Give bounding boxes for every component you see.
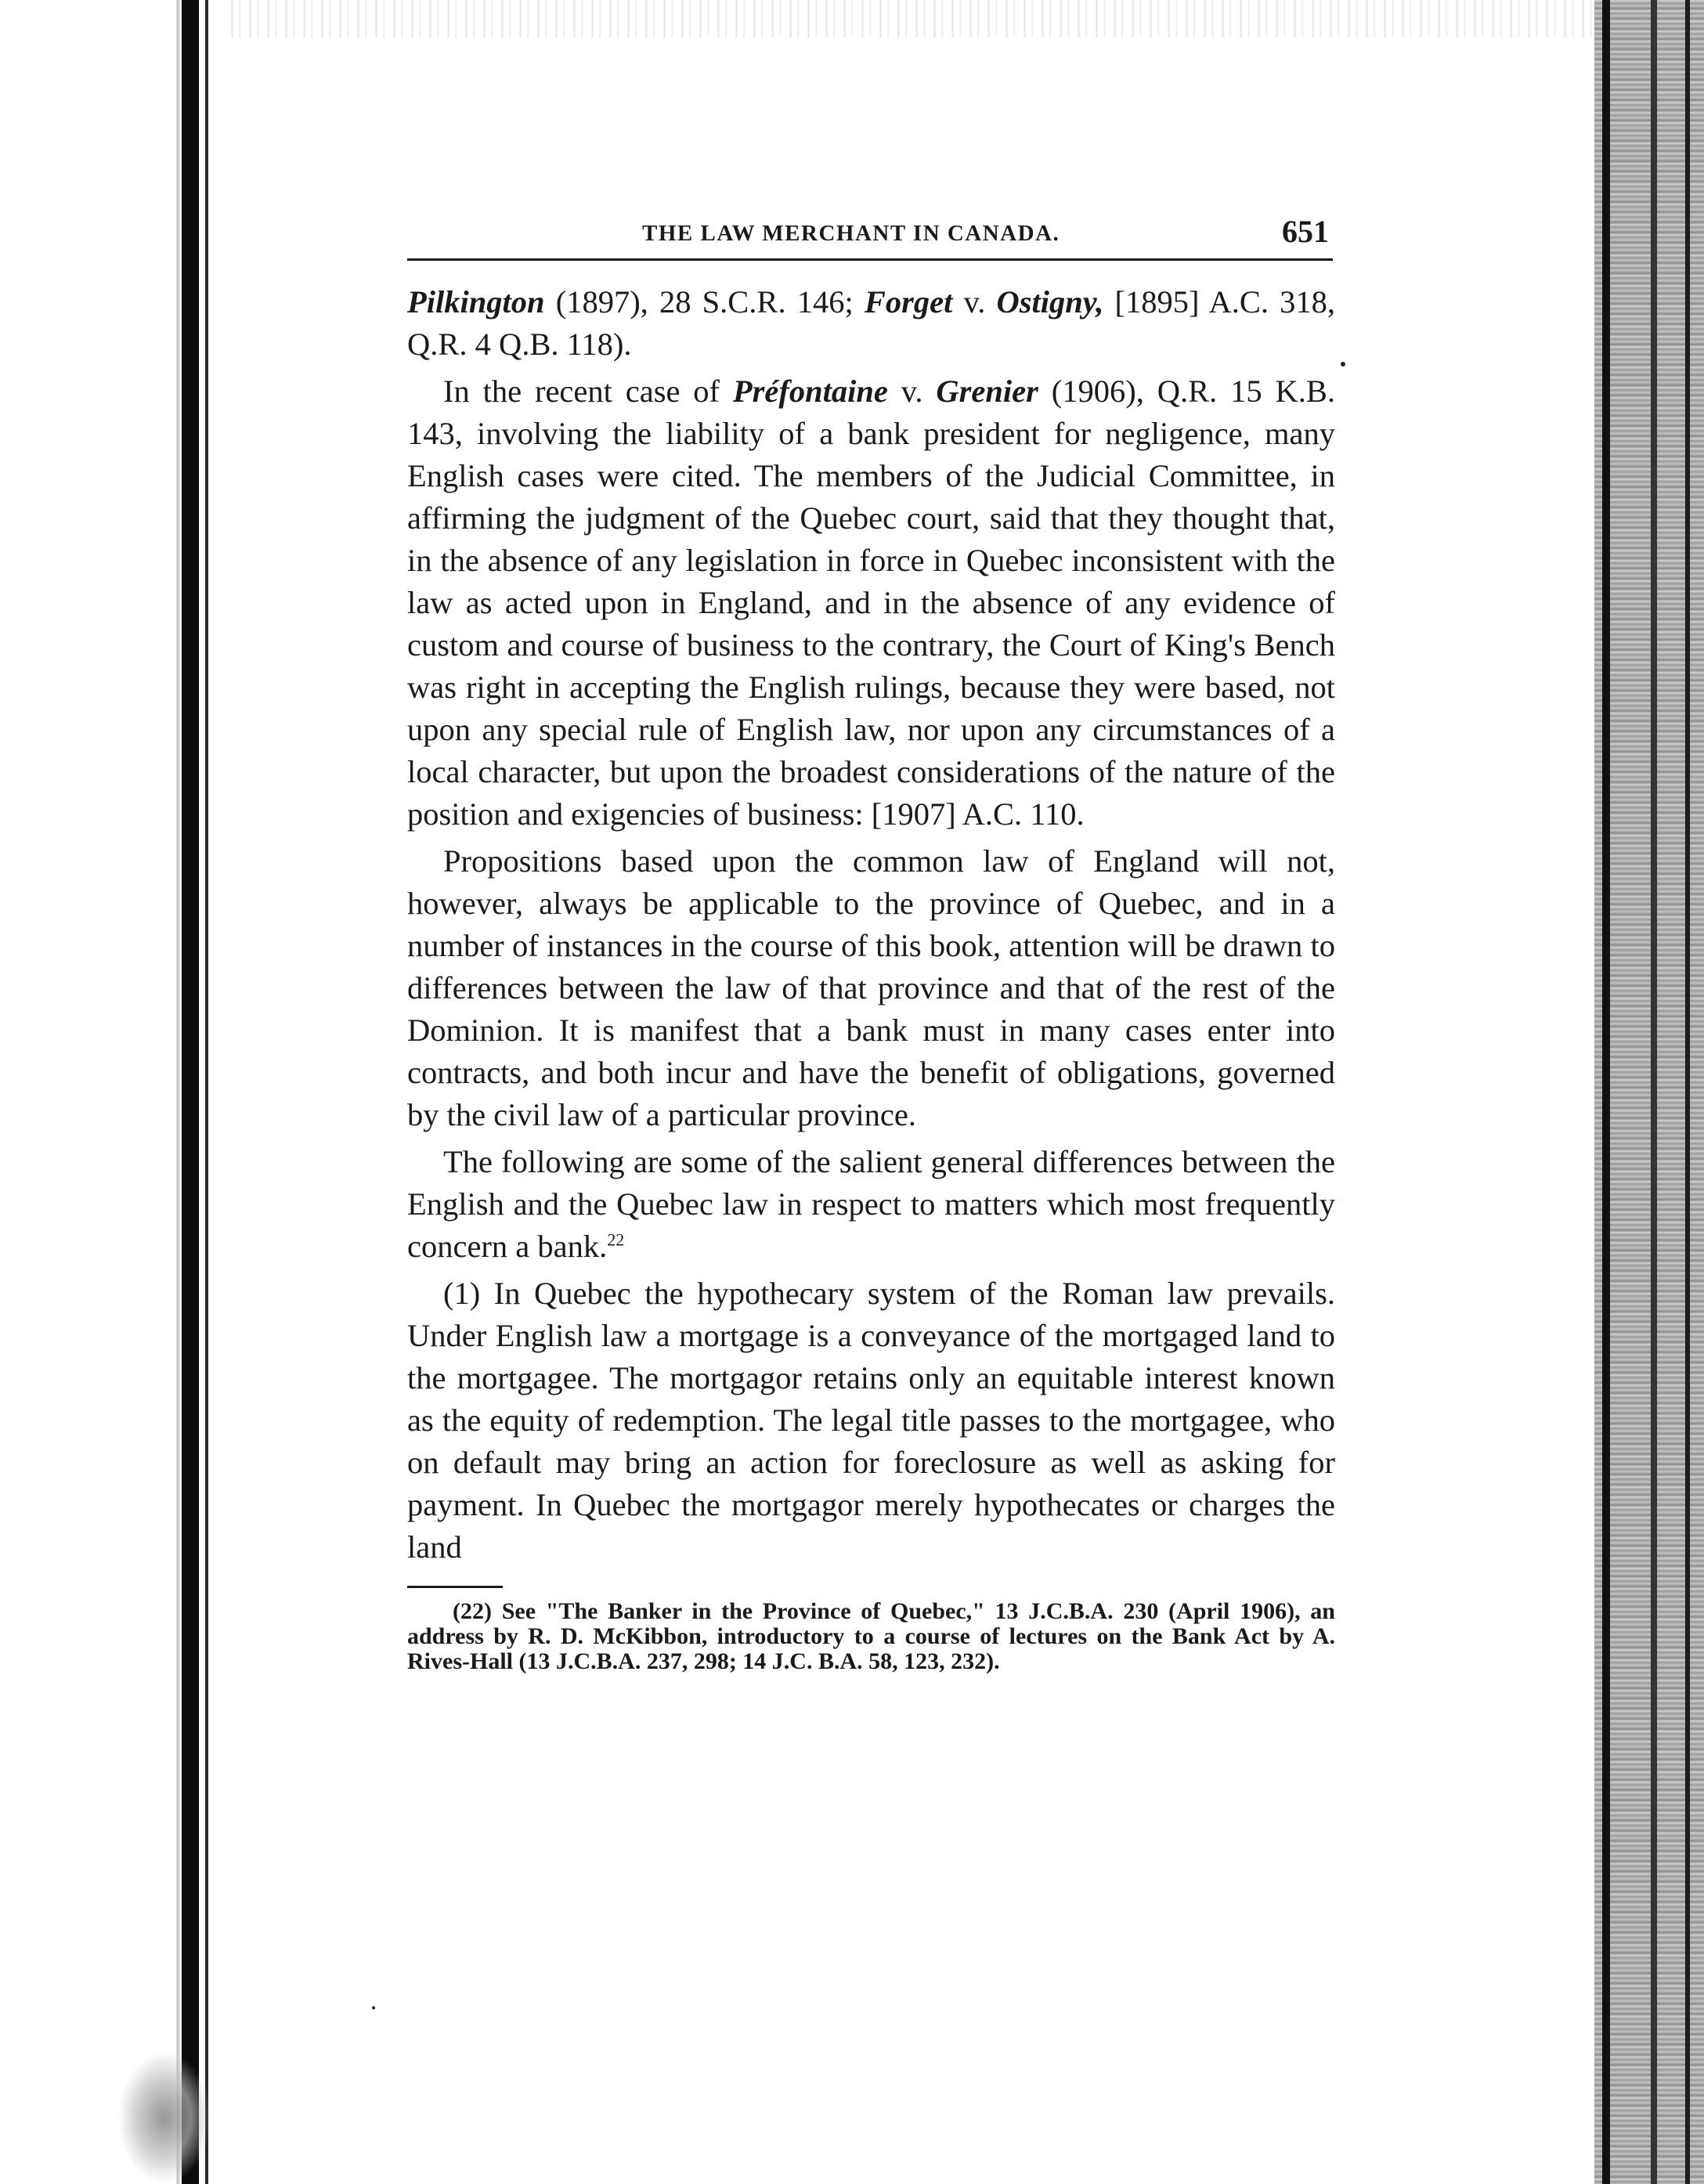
citation: (1897), 28 S.C.R. 146; [544, 284, 865, 319]
paragraph-text: (1906), Q.R. 15 K.B. 143, involving the liability of a bank president for negligence, many English cases were cited. The members of the Judicial Committee, in affirming the judgment of the Quebec court, said that they thought that, in the absence of any legislation in force in Quebec inconsistent with the law as acted upon in England, and in the absence of any evidence of custom and course of business to the contrary, the Court of King's Bench was right in accepting the English rulings, because they were based, not upon any special rule of English law, nor upon any circumstances of a local character, but upon the broadest considerations of the nature of the position and exigencies of business: [1907] A.C. 110. [407, 374, 1335, 832]
footnote-reference: 22 [607, 1229, 625, 1250]
case-name: Forget [864, 284, 953, 319]
scan-right-edge-line [1602, 0, 1610, 2184]
paragraph-hypothecary [407, 1272, 1335, 1569]
case-name: Préfontaine [732, 374, 888, 409]
paragraph-continuation [407, 281, 1335, 366]
paragraph-lead: In the recent case of [443, 374, 733, 409]
paragraph-differences [407, 1141, 1335, 1268]
case-name: Pilkington [407, 284, 545, 319]
versus: v. [887, 374, 937, 409]
paragraph-propositions [407, 840, 1335, 1136]
versus: v. [952, 284, 997, 319]
body-text [407, 281, 1335, 1569]
running-title: THE LAW MERCHANT IN CANADA. [642, 221, 1060, 246]
book-page [407, 211, 1335, 1674]
page-number: 651 [1282, 214, 1329, 249]
scan-top-noise [0, 0, 1704, 38]
footnote-rule [407, 1586, 503, 1588]
scan-right-edge-line [1651, 0, 1657, 2184]
book-binding-shadow [182, 0, 199, 2184]
stray-dot [1341, 362, 1345, 366]
citation: [1895] A.C. 318, Q.R. 4 Q.B. 118). [407, 284, 1336, 362]
header-rule [407, 258, 1333, 261]
paragraph-text: The following are some of the salient general differences between the English and the Quebec law in respect to matters which most frequently concern a bank. [407, 1144, 1335, 1264]
scan-smudge [117, 2052, 211, 2184]
stray-dot [372, 2006, 375, 2009]
footnote: (22) See "The Banker in the Province of Quebec," 13 J.C.B.A. 230 (April 1906), an address by R. D. McKibbon, introductory to a course of lectures on the Bank Act by A. Rives-Hall (13 J.C.B.A. 237, 298; 14 J.C. B.A. 58, 123, 232). [407, 1598, 1335, 1674]
case-name: Ostigny, [996, 284, 1104, 319]
case-name: Grenier [936, 374, 1038, 409]
paragraph-text: Propositions based upon the common law of England will not, however, always be applicable to the province of Quebec, and in a number of instances in the course of this book, attention will be drawn to differences between the law of that province and that of the rest of the Dominion. It is manifest that a bank must in many cases enter into contracts, and both incur and have the benefit of obligations, governed by the civil law of a particular province. [407, 843, 1335, 1132]
paragraph-prefontaine [407, 370, 1335, 836]
book-binding-line [205, 0, 208, 2184]
paragraph-text: (1) In Quebec the hypothecary system of the Roman law prevails. Under English law a mortgage is a conveyance of the mortgaged land to the mortgagee. The mortgagor retains only an equitable interest known as the equity of redemption. The legal title passes to the mortgagee, who on default may bring an action for foreclosure as well as asking for payment. In Quebec the mortgagor merely hypothecates or charges the land [407, 1276, 1335, 1565]
scan-right-edge-line [1685, 0, 1690, 2184]
running-head [407, 211, 1335, 258]
